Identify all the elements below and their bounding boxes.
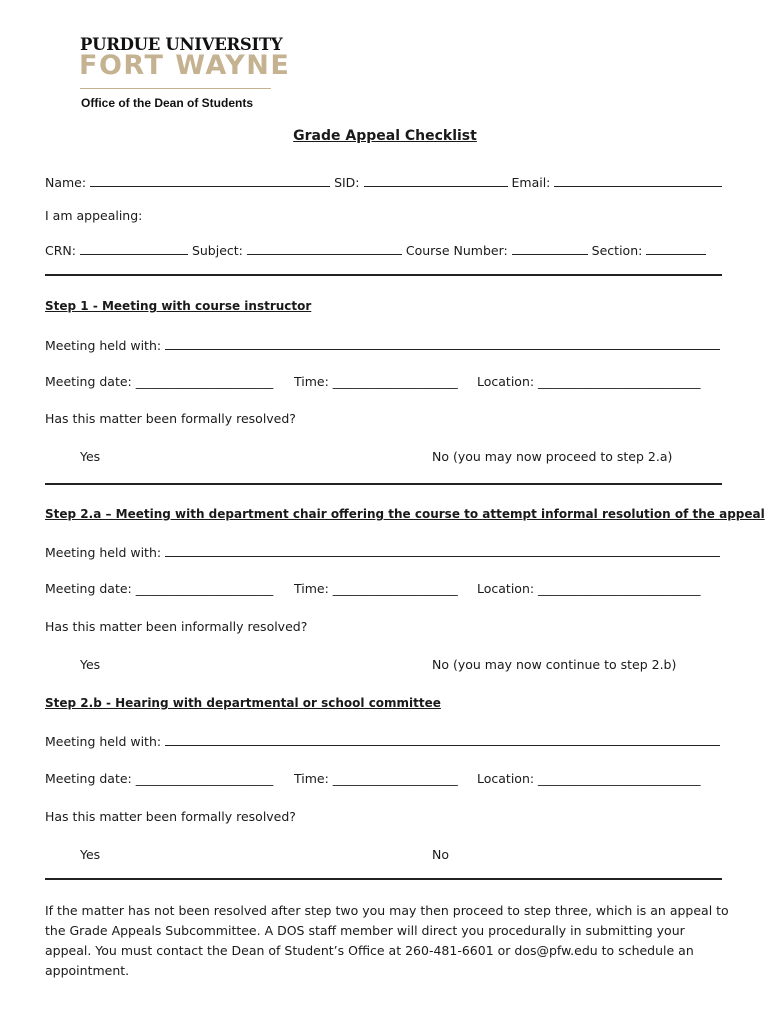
step2a-meeting-held-field[interactable] bbox=[165, 544, 720, 557]
divider bbox=[45, 878, 722, 880]
name-label: Name: bbox=[45, 175, 87, 190]
name-field[interactable] bbox=[90, 174, 330, 187]
step1-meeting-held-field[interactable] bbox=[165, 337, 720, 350]
section-label: Section: bbox=[591, 243, 643, 258]
step2b-yes-option[interactable]: Yes bbox=[80, 847, 101, 862]
section-field[interactable] bbox=[646, 242, 706, 255]
meeting-held-with-label: Meeting held with: bbox=[45, 338, 162, 353]
step1-time[interactable]: Time: ____________________ bbox=[294, 374, 458, 389]
step2b-location[interactable]: Location: __________________________ bbox=[477, 771, 701, 786]
step2a-location[interactable]: Location: __________________________ bbox=[477, 581, 701, 596]
crn-field[interactable] bbox=[80, 242, 188, 255]
subject-label: Subject: bbox=[191, 243, 243, 258]
subject-field[interactable] bbox=[247, 242, 402, 255]
logo-divider bbox=[80, 88, 271, 89]
crn-label: CRN: bbox=[45, 243, 76, 258]
divider bbox=[45, 483, 722, 485]
email-field[interactable] bbox=[554, 174, 722, 187]
step1-meeting-held-row bbox=[45, 337, 720, 353]
step2a-heading: Step 2.a – Meeting with department chair offering the course to attempt informal resolution of the appeal bbox=[45, 507, 765, 521]
step2b-heading: Step 2.b - Hearing with departmental or school committee bbox=[45, 696, 441, 710]
divider bbox=[45, 274, 722, 276]
step2b-question: Has this matter been formally resolved? bbox=[45, 809, 296, 824]
office-name: Office of the Dean of Students bbox=[81, 96, 254, 110]
campus-logo-wordmark: FORT WAYNE bbox=[79, 50, 291, 81]
sid-label: SID: bbox=[334, 175, 360, 190]
step2a-meeting-date[interactable]: Meeting date: ______________________ bbox=[45, 581, 274, 596]
step2b-meeting-date[interactable]: Meeting date: ______________________ bbox=[45, 771, 274, 786]
step2a-time[interactable]: Time: ____________________ bbox=[294, 581, 458, 596]
footer-paragraph: If the matter has not been resolved after step two you may then proceed to step three, which is an appeal to the Grade Appeals Subcommittee. A DOS staff member will direct you procedurally in submitting your appeal. You must contact the Dean of Student’s Office at 260-481-6601 or dos@pfw.edu to schedule an appointment. bbox=[45, 903, 729, 978]
email-label: Email: bbox=[511, 175, 551, 190]
step2a-meeting-held-row bbox=[45, 544, 720, 560]
step2b-no-option[interactable]: No bbox=[432, 847, 449, 862]
sid-field[interactable] bbox=[364, 174, 508, 187]
appealing-label: I am appealing: bbox=[45, 208, 143, 223]
step1-yes-option[interactable]: Yes bbox=[80, 449, 101, 464]
step1-no-option[interactable]: No (you may now proceed to step 2.a) bbox=[432, 449, 673, 464]
name-row bbox=[45, 174, 722, 190]
meeting-held-with-label: Meeting held with: bbox=[45, 734, 162, 749]
university-logo-wordmark: PURDUE UNIVERSITY bbox=[80, 35, 283, 54]
step1-location[interactable]: Location: __________________________ bbox=[477, 374, 701, 389]
meeting-held-with-label: Meeting held with: bbox=[45, 545, 162, 560]
course-number-label: Course Number: bbox=[405, 243, 508, 258]
page-title: Grade Appeal Checklist bbox=[293, 128, 477, 144]
step1-heading: Step 1 - Meeting with course instructor bbox=[45, 299, 312, 313]
step1-meeting-date[interactable]: Meeting date: ______________________ bbox=[45, 374, 274, 389]
step2a-question: Has this matter been informally resolved? bbox=[45, 619, 308, 634]
step2b-time[interactable]: Time: ____________________ bbox=[294, 771, 458, 786]
course-number-field[interactable] bbox=[512, 242, 588, 255]
step2b-meeting-held-row bbox=[45, 733, 720, 749]
step2a-no-option[interactable]: No (you may now continue to step 2.b) bbox=[432, 657, 677, 672]
step2b-meeting-held-field[interactable] bbox=[165, 733, 720, 746]
course-row bbox=[45, 242, 706, 258]
step2a-yes-option[interactable]: Yes bbox=[80, 657, 101, 672]
step1-question: Has this matter been formally resolved? bbox=[45, 411, 296, 426]
